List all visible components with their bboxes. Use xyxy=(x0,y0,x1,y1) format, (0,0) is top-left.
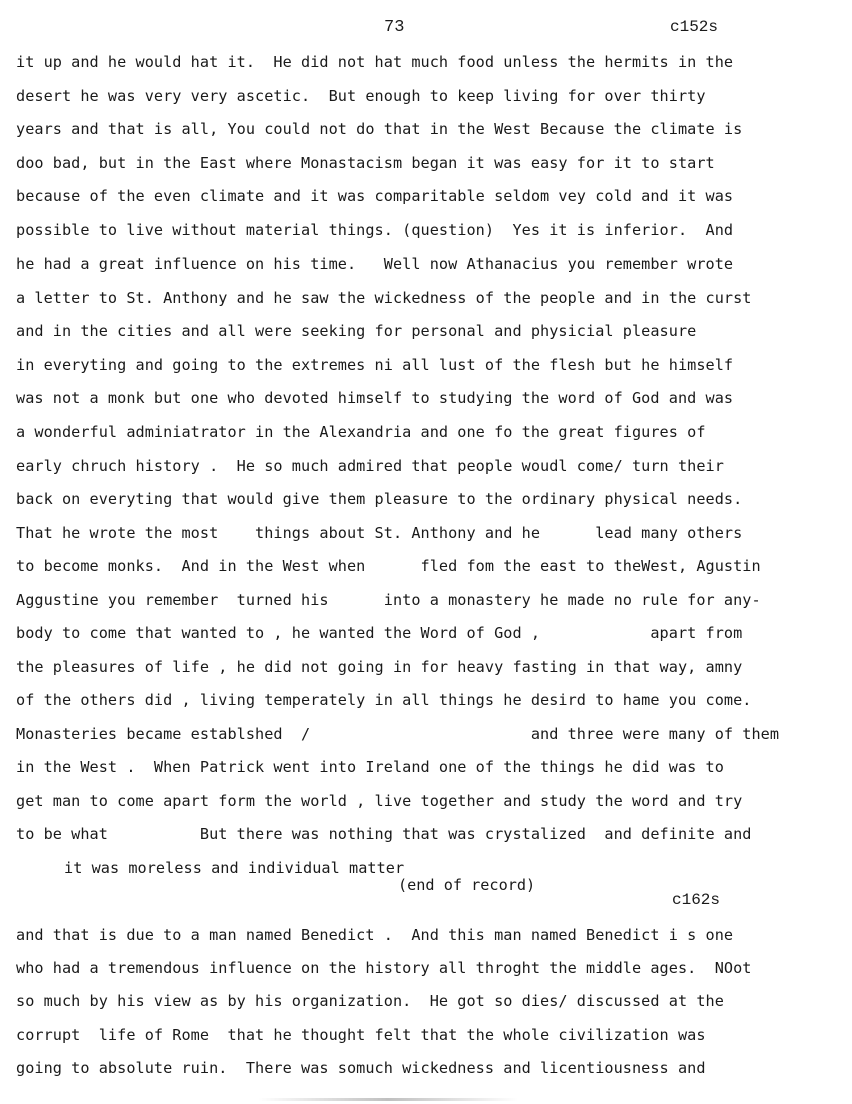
text-line: a wonderful adminiatrator in the Alexandria and one fo the great figures of xyxy=(16,423,706,441)
text-line: early chruch history . He so much admired that people woudl come/ turn their xyxy=(16,457,724,475)
text-line: who had a tremendous influence on the history all throght the middle ages. NOot xyxy=(16,959,752,977)
text-line: desert he was very very ascetic. But enough to keep living for over thirty xyxy=(16,87,706,105)
text-line: years and that is all, You could not do that in the West Because the climate is xyxy=(16,120,743,138)
text-line: to be what But there was nothing that was crystalized and definite and xyxy=(16,825,752,843)
text-line: and that is due to a man named Benedict . And this man named Benedict i s one xyxy=(16,926,734,944)
text-line: because of the even climate and it was comparitable seldom vey cold and it was xyxy=(16,187,734,205)
record-code-2: c162s xyxy=(672,891,721,909)
text-line: get man to come apart form the world , live together and study the word and try xyxy=(16,792,743,810)
record-code: c152s xyxy=(670,18,719,36)
scan-smudge xyxy=(258,1098,518,1101)
text-line: in everyting and going to the extremes ni all lust of the flesh but he himself xyxy=(16,356,734,374)
text-line: it up and he would hat it. He did not hat much food unless the hermits in the xyxy=(16,53,734,71)
text-line: the pleasures of life , he did not going in for heavy fasting in that way, amny xyxy=(16,658,743,676)
text-line: Aggustine you remember turned his into a monastery he made no rule for any- xyxy=(16,591,761,609)
text-line: That he wrote the most things about St. Anthony and he lead many others xyxy=(16,524,743,542)
text-line: was not a monk but one who devoted himself to studying the word of God and was xyxy=(16,389,734,407)
text-line: possible to live without material things. (question) Yes it is inferior. And xyxy=(16,221,734,239)
text-line: to become monks. And in the West when fled fom the east to theWest, Agustin xyxy=(16,557,761,575)
end-of-record-note: (end of record) xyxy=(398,876,536,894)
page-number: 73 xyxy=(384,18,405,37)
text-line: corrupt life of Rome that he thought felt that the whole civilization was xyxy=(16,1026,706,1044)
text-line: doo bad, but in the East where Monastacism began it was easy for it to start xyxy=(16,154,715,172)
text-line: going to absolute ruin. There was somuch wickedness and licentiousness and xyxy=(16,1059,706,1077)
text-line: Monasteries became establshed / and three were many of them xyxy=(16,725,780,743)
indented-text-line: it was moreless and individual matter xyxy=(64,859,405,877)
text-line: a letter to St. Anthony and he saw the wickedness of the people and in the curst xyxy=(16,289,752,307)
text-line: in the West . When Patrick went into Ireland one of the things he did was to xyxy=(16,758,724,776)
text-line: and in the cities and all were seeking for personal and physicial pleasure xyxy=(16,322,697,340)
text-line: of the others did , living temperately in all things he desird to hame you come. xyxy=(16,691,752,709)
text-line: he had a great influence on his time. Well now Athanacius you remember wrote xyxy=(16,255,734,273)
text-line: body to come that wanted to , he wanted the Word of God , apart from xyxy=(16,624,743,642)
text-line: so much by his view as by his organization. He got so dies/ discussed at the xyxy=(16,992,724,1010)
text-line: back on everyting that would give them pleasure to the ordinary physical needs. xyxy=(16,490,743,508)
